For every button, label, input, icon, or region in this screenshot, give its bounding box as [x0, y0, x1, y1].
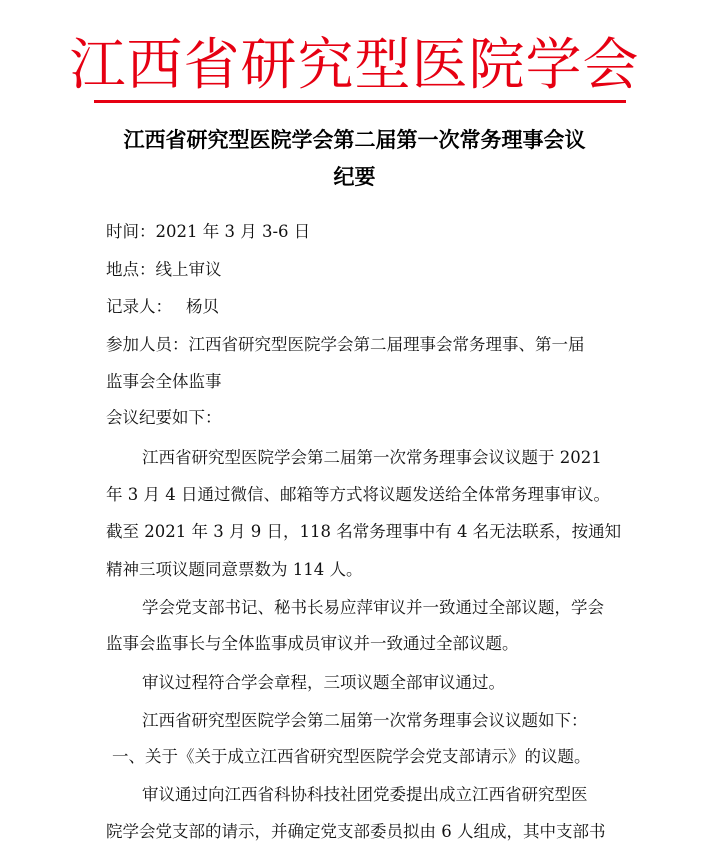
paragraph-1-line-3: 截至 2021 年 3 月 9 日，118 名常务理事中有 4 名无法联系，按通知: [106, 522, 622, 541]
agenda-item-1: 一、关于《关于成立江西省研究型医院学会党支部请示》的议题。: [112, 747, 591, 766]
meta-recorder-value: 杨贝: [186, 297, 219, 316]
meta-recorder: [106, 297, 219, 317]
paragraph-5-line-2: 院学会党支部的请示，并确定党支部委员拟由 6 人组成，其中支部书: [106, 822, 606, 841]
meta-place-label: 地点：: [106, 260, 156, 279]
paragraph-1-line-4: 精神三项议题同意票数为 114 人。: [106, 560, 363, 579]
meta-time-label: 时间：: [106, 222, 156, 241]
paragraph-2-line-1: 学会党支部书记、秘书长易应萍审议并一致通过全部议题，学会: [142, 598, 604, 617]
meta-recorder-label: 记录人：: [106, 297, 172, 316]
meta-time-value: 2021 年 3 月 3-6 日: [155, 222, 311, 241]
org-masthead: 江西省研究型医院学会: [69, 33, 640, 98]
paragraph-4-line-1: 江西省研究型医院学会第二届第一次常务理事会议议题如下：: [142, 711, 588, 730]
meta-attendees-line2: 监事会全体监事: [106, 372, 222, 391]
meta-place-value: 线上审议: [155, 260, 222, 279]
document-title-line2: 纪要: [333, 165, 376, 189]
red-divider: [94, 100, 626, 103]
minutes-intro: 会议纪要如下：: [106, 408, 222, 427]
paragraph-1-line-2: 年 3 月 4 日通过微信、邮箱等方式将议题发送给全体常务理事审议。: [106, 485, 610, 504]
meta-place: [106, 260, 222, 280]
paragraph-2-line-2: 监事会监事长与全体监事成员审议并一致通过全部议题。: [106, 634, 519, 653]
paragraph-1-line-1: 江西省研究型医院学会第二届第一次常务理事会议议题于 2021: [142, 448, 602, 467]
meta-attendees-line1: 参加人员：江西省研究型医院学会第二届理事会常务理事、第一届: [106, 335, 585, 354]
paragraph-3-line-1: 审议过程符合学会章程，三项议题全部审议通过。: [142, 673, 505, 692]
paragraph-5-line-1: 审议通过向江西省科协科技社团党委提出成立江西省研究型医: [142, 785, 588, 804]
meta-time: [106, 222, 310, 242]
document-title: 江西省研究型医院学会第二届第一次常务理事会议: [123, 128, 586, 152]
